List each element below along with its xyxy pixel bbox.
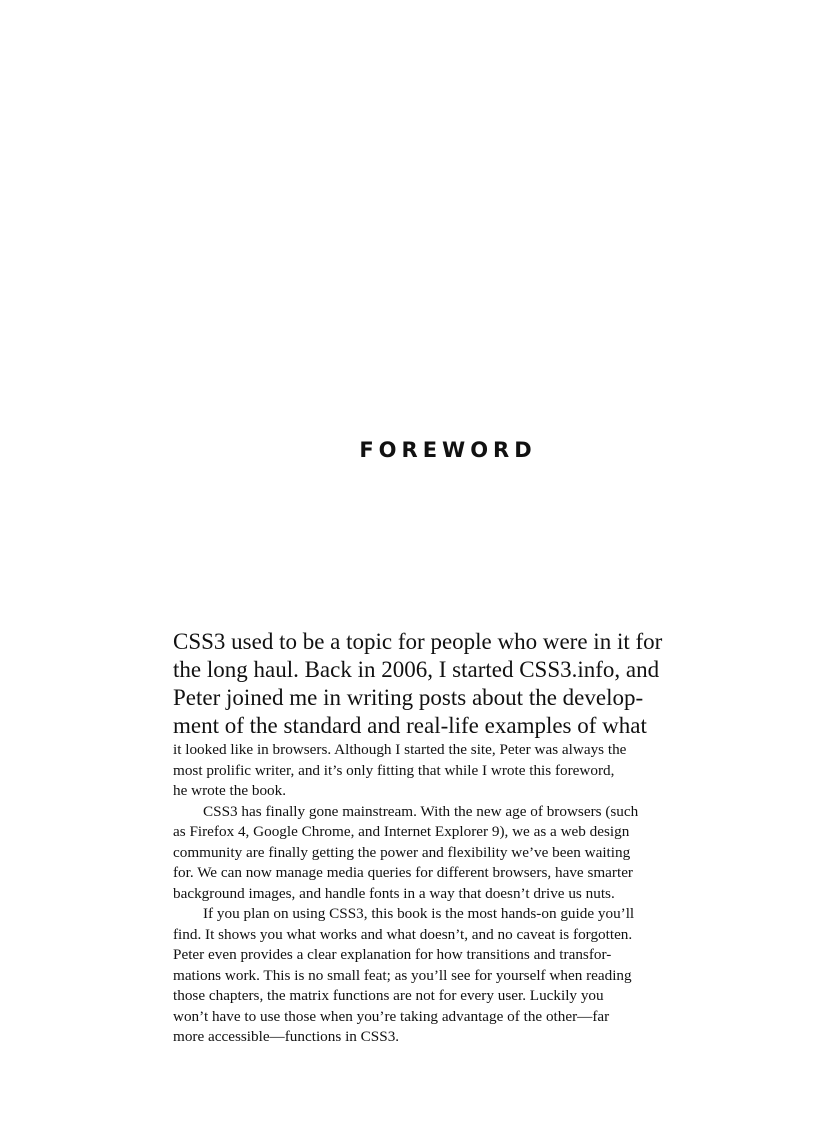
foreword-body — [173, 628, 733, 1048]
paragraph-2 — [173, 802, 733, 905]
text-line: won’t have to use those when you’re taking advantage of the other—far — [173, 1007, 610, 1025]
text-line: Peter even provides a clear explanation for how transitions and transfor- — [173, 946, 612, 963]
text-line: If you plan on using CSS3, this book is the most hands-on guide you’ll — [203, 905, 635, 922]
lead-line: ment of the standard and real-life examples of what — [173, 713, 647, 738]
text-line: as Firefox 4, Google Chrome, and Internet Explorer 9), we as a web design — [173, 823, 630, 840]
paragraph-1 — [173, 740, 733, 802]
text-line: for. We can now manage media queries for different browsers, have smarter — [173, 864, 633, 881]
lead-paragraph — [173, 628, 733, 740]
paragraph-3 — [173, 904, 733, 1048]
text-line: most prolific writer, and it’s only fitting that while I wrote this foreword, — [173, 761, 615, 779]
text-line: CSS3 has finally gone mainstream. With the new age of browsers (such — [203, 802, 639, 820]
lead-line: CSS3 used to be a topic for people who were in it for — [173, 629, 663, 654]
text-line: mations work. This is no small feat; as you’ll see for yourself when reading — [173, 966, 632, 984]
text-line: he wrote the book. — [173, 782, 287, 799]
lead-line: the long haul. Back in 2006, I started CSS3.info, and — [173, 657, 660, 682]
text-line: community are finally getting the power and flexibility we’ve been waiting — [173, 843, 631, 861]
text-line: find. It shows you what works and what doesn’t, and no caveat is forgotten. — [173, 925, 633, 943]
text-line: more accessible—functions in CSS3. — [173, 1028, 400, 1045]
text-line: it looked like in browsers. Although I started the site, Peter was always the — [173, 741, 627, 758]
text-line: background images, and handle fonts in a way that doesn’t drive us nuts. — [173, 884, 615, 902]
chapter-heading: FOREWORD — [359, 438, 537, 462]
text-line: those chapters, the matrix functions are not for every user. Luckily you — [173, 987, 604, 1004]
lead-line: Peter joined me in writing posts about the develop- — [173, 685, 644, 710]
